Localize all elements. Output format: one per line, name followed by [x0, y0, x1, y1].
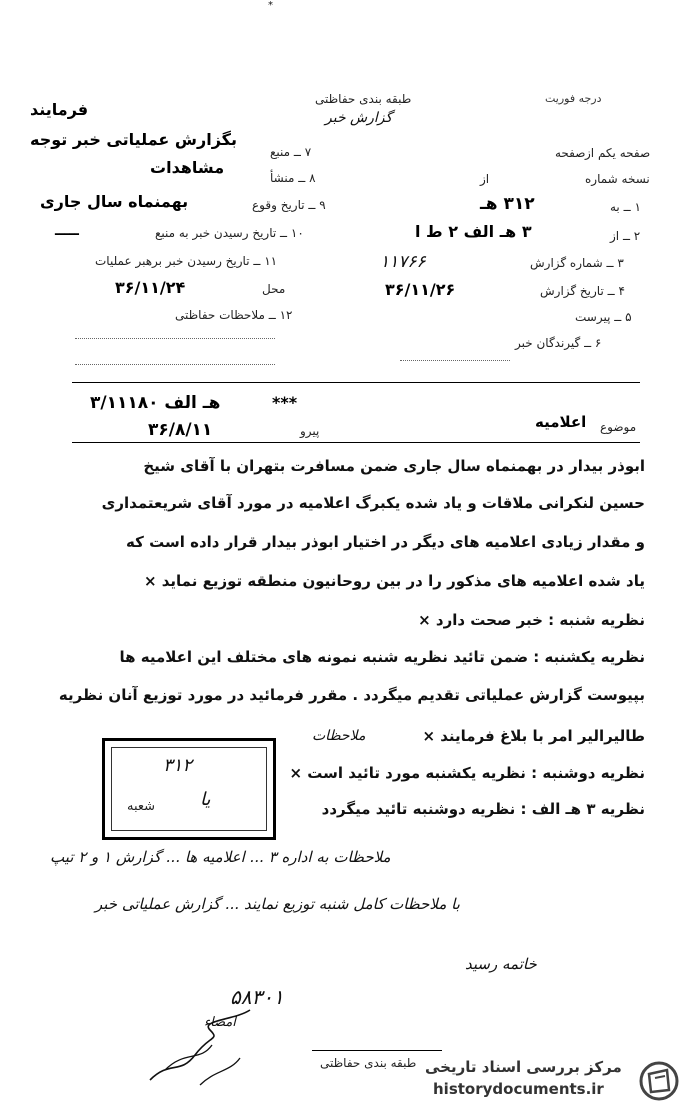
handwritten-note-line-3: خاتمه رسید	[465, 955, 537, 973]
opinion-sunday-line-2: بپیوست گزارش عملیاتی تقدیم میگردد . مقرر فرمائید در مورد توزیع آنان نظریه	[58, 686, 645, 704]
classification-header: طبقه بندی حفاظتی	[315, 92, 412, 106]
handwritten-number: ۵۸۳۰۱	[230, 985, 284, 1009]
field-occurrence-date-value: بهمنماه سال جاری	[40, 192, 189, 211]
handwritten-approval: ملاحظات	[312, 728, 366, 744]
field-leader-received-label: ۱۱ ــ تاریخ رسیدن خبر برهبر عملیات	[95, 254, 278, 268]
field-place-label: محل	[262, 282, 286, 296]
report-date-value: ۳۶/۱۱/۲۶	[385, 280, 456, 299]
from-label: ۲ ــ از	[610, 229, 641, 243]
handwritten-note-line-2: با ملاحظات کامل شنبه توزیع نمایند ... گزارش عملیاتی خبر	[95, 895, 460, 913]
body-line-4: یاد شده اعلامیه های مذکور را در بین روحانیون منطقه توزیع نماید ×	[143, 572, 645, 590]
header-separator	[72, 382, 640, 383]
signature-text: امضاء	[204, 1015, 236, 1030]
page-number-value: صفحه	[555, 146, 586, 160]
reference-date: ۳۶/۸/۱۱	[148, 420, 213, 440]
from-value: ۳ هـ الف ۲ ط ا	[415, 222, 532, 241]
field-source-label: ۷ ــ منبع	[270, 145, 312, 159]
footer-separator	[312, 1050, 442, 1051]
reference-number: ۳/۱۱۱۸۰ هـ الف	[90, 393, 221, 413]
urgency-degree: درجه فوریت	[545, 92, 602, 105]
field-source-received-value: ـــــ	[55, 223, 79, 239]
security-notes-line-2	[75, 364, 275, 365]
body-line-3: و مقدار زیادی اعلامیه های دیگر در اختیار ابوذر بیدار قرار داده است که	[126, 533, 645, 551]
security-notes-line-1	[75, 338, 275, 339]
handwritten-note-line-1: ملاحظات به اداره ۳ ... اعلامیه ها ... گزارش ۱ و ۲ تیپ	[50, 848, 391, 866]
reference-peyro-label: پیرو	[300, 424, 320, 438]
classification-footer: طبقه بندی حفاظتی	[320, 1056, 417, 1070]
subject-separator	[72, 442, 640, 443]
attachment-label: ۵ ــ پیرست	[575, 310, 632, 324]
opinion-3ha-alef: نظریه ۳ هـ الف : نظریه دوشنبه تائید میگردد	[321, 800, 645, 818]
recipients-label: ۶ ــ گیرندگان خبر	[515, 336, 602, 350]
opinion-saturday: نظریه شنبه : خبر صحت دارد ×	[418, 611, 645, 629]
top-mark: *	[268, 0, 273, 11]
page-number-label: صفحه یکم از	[585, 146, 651, 160]
report-date-label: ۴ ــ تاریخ گزارش	[540, 284, 625, 298]
report-title-line1: بگزارش عملیاتی خبر توجه	[30, 130, 237, 149]
stamp-number: ۳۱۲	[163, 755, 193, 776]
recipients-line	[400, 360, 510, 361]
opinion-sunday-line-1: نظریه یکشنبه : ضمن تائید نظریه شنبه نمونه های مختلف این اعلامیه ها	[119, 648, 645, 666]
report-number-value: ۱۱۷۶۶	[380, 252, 426, 272]
watermark-name: مرکز بررسی اسناد تاریخی	[425, 1058, 622, 1076]
to-label: ۱ ــ به	[610, 200, 641, 214]
field-origin-label: ۸ ــ منشأ	[270, 171, 316, 185]
to-value: ۳۱۲ هـ	[480, 194, 535, 214]
field-security-notes-label: ۱۲ ــ ملاحظات حفاظتی	[175, 308, 293, 322]
office-stamp	[102, 738, 276, 840]
watermark-logo-icon	[637, 1060, 681, 1102]
copy-number-value: از	[480, 172, 490, 186]
report-title-line2: مشاهدات	[150, 158, 225, 177]
copy-number-label: نسخه شماره	[585, 172, 650, 186]
report-number-label: ۳ ــ شماره گزارش	[530, 256, 624, 270]
field-source-received-label: ۱۰ ــ تاریخ رسیدن خبر به منبع	[155, 226, 304, 240]
subject-label: موضوع	[600, 420, 637, 434]
watermark-url: historydocuments.ir	[433, 1080, 604, 1098]
opinion-monday: نظریه دوشنبه : نظریه یکشنبه مورد تائید است ×	[289, 764, 645, 782]
subject-value: اعلامیه	[535, 413, 587, 431]
field-occurrence-date-label: ۹ ــ تاریخ وقوع	[252, 198, 326, 212]
reference-stars: ***	[272, 393, 298, 412]
stamp-text: شعبه	[127, 799, 156, 814]
field-place-value: ۳۶/۱۱/۲۴	[115, 278, 186, 297]
recipient-label: فرمایند	[30, 100, 89, 119]
body-line-2: حسین لنکرانی ملاقات و یاد شده یکبرگ اعلامیه در مورد آقای شریعتمداری	[101, 494, 645, 512]
stamp-mark: یا	[200, 789, 211, 810]
opinion-sunday-line-3: طالیرالیر امر با بلاغ فرمایند ×	[422, 727, 645, 745]
report-type: گزارش خبر	[325, 110, 393, 126]
signature-scribble	[140, 1000, 270, 1090]
body-line-1: ابوذر بیدار در بهمنماه سال جاری ضمن مسافرت بتهران با آقای شیخ	[143, 457, 645, 475]
